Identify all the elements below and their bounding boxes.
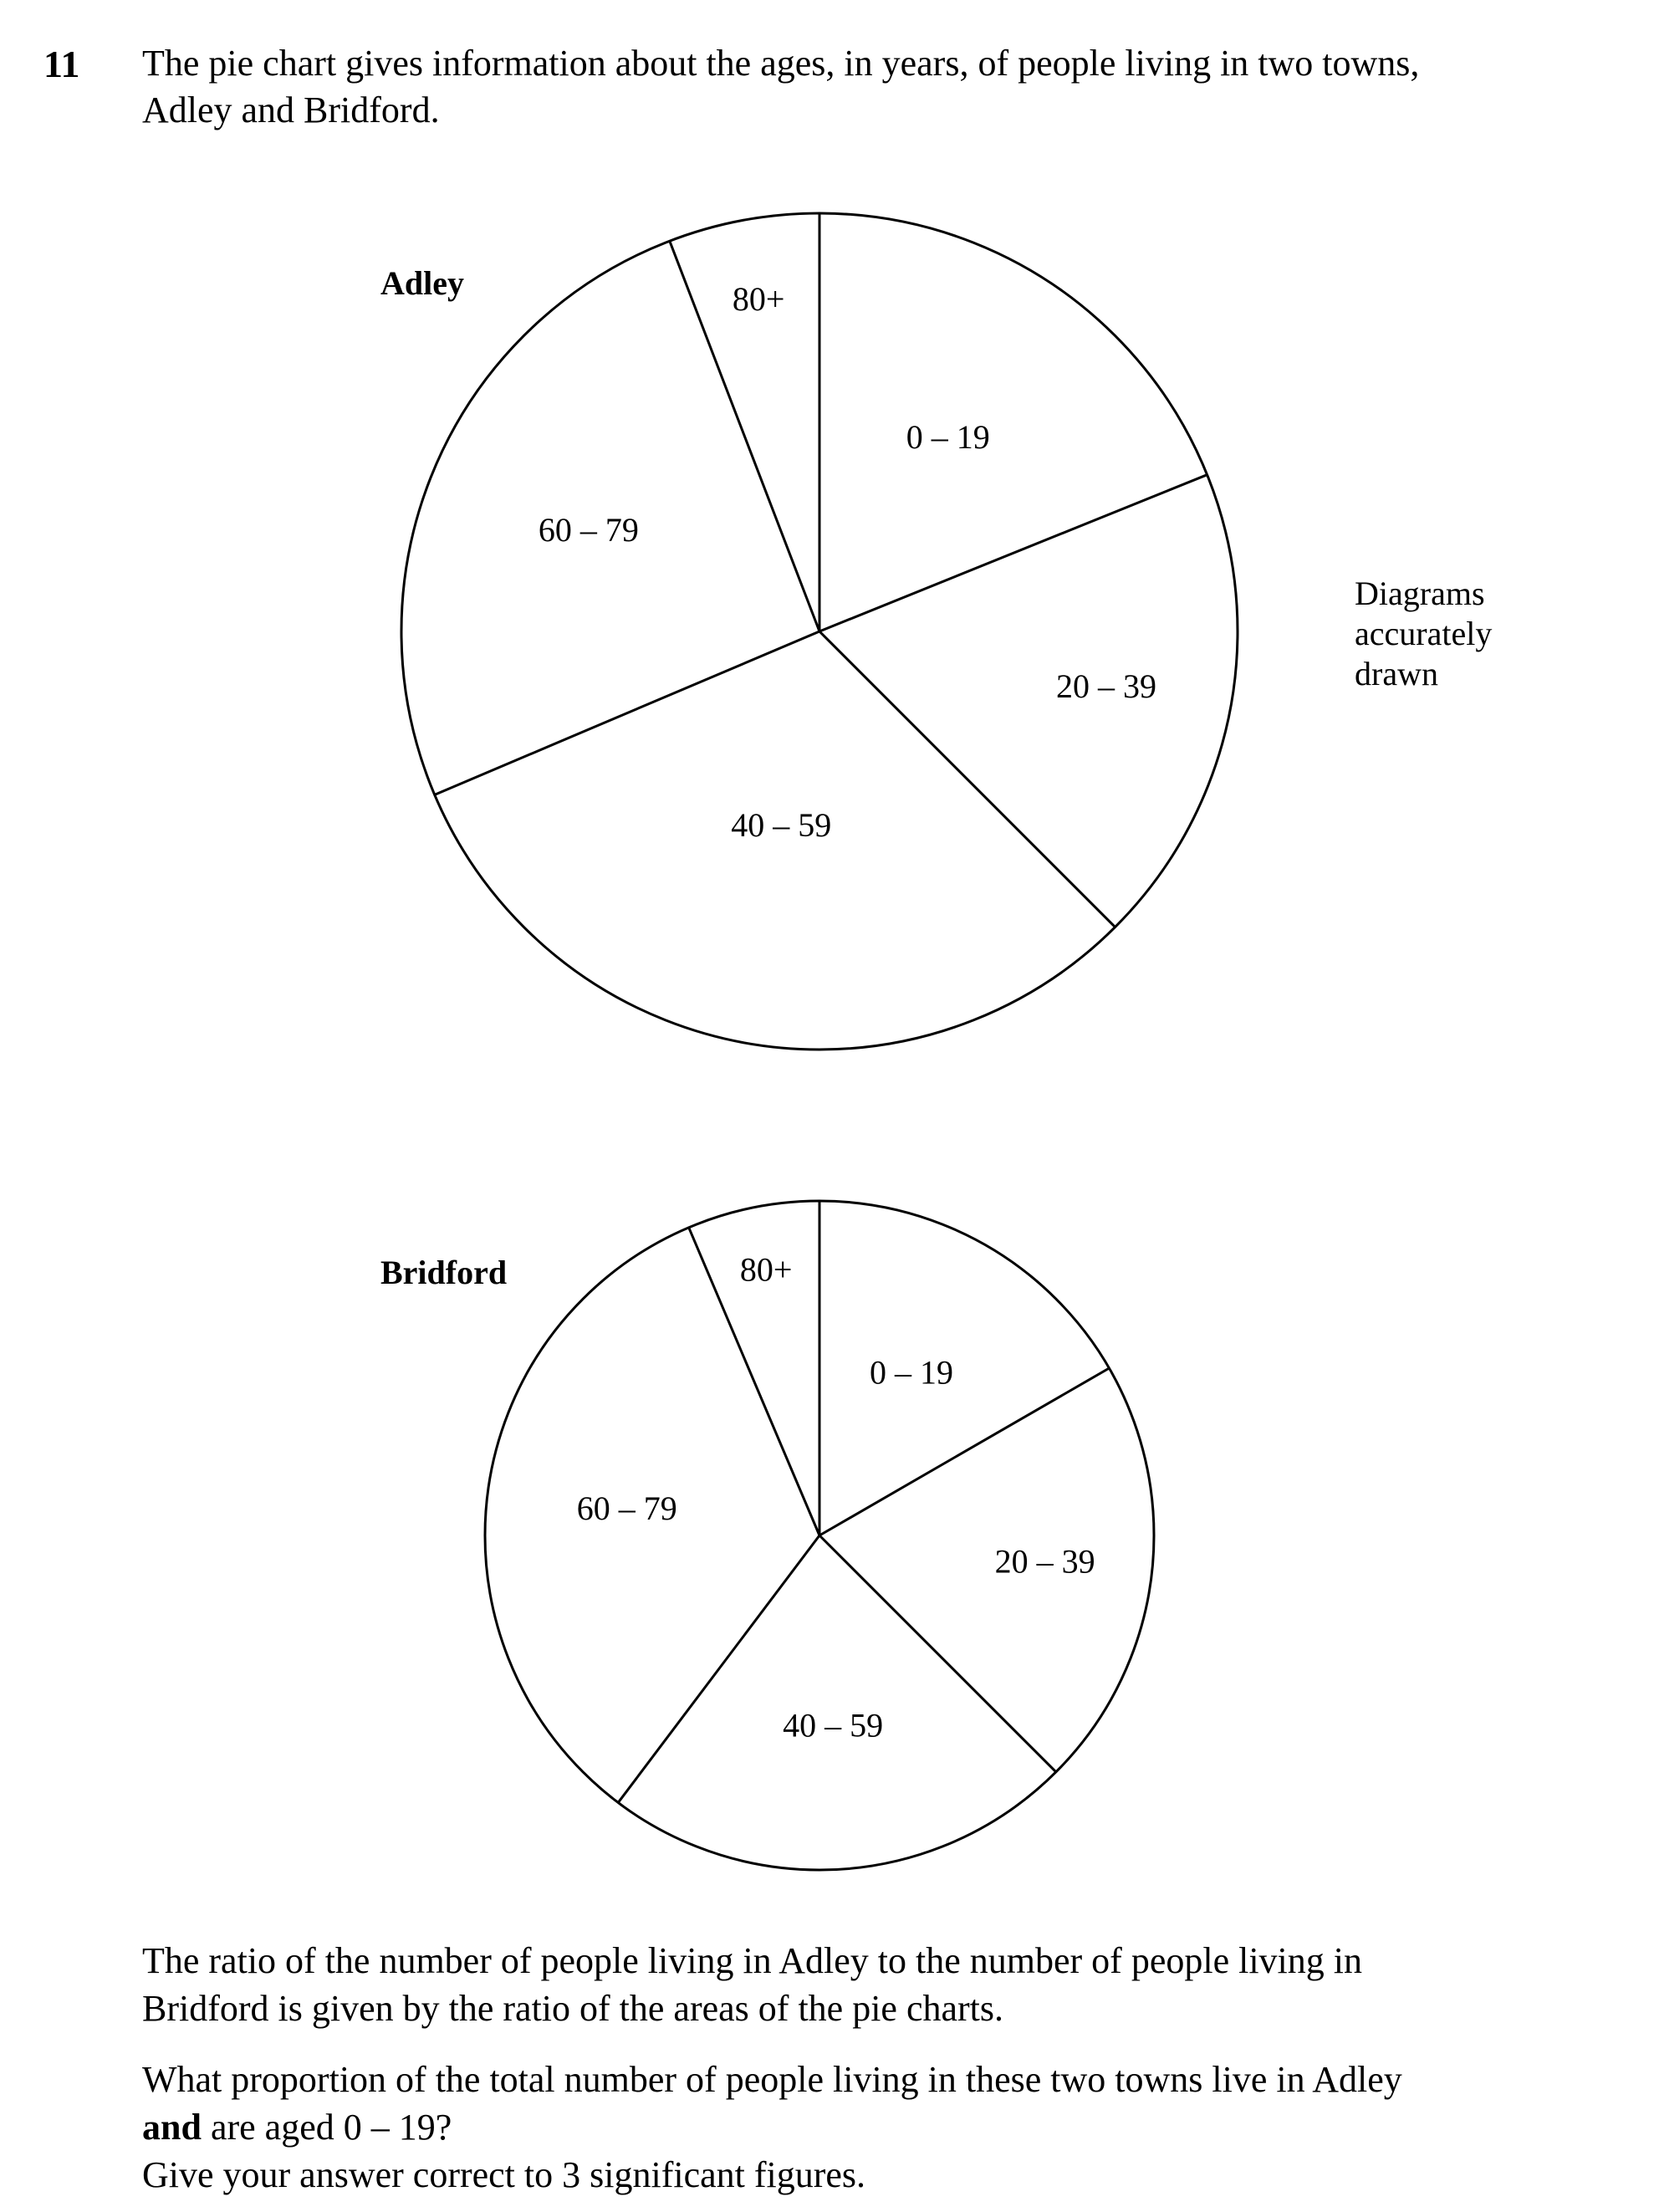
note-line-1: Diagrams	[1355, 575, 1485, 612]
question-bold-and: and	[142, 2107, 202, 2148]
adley-slice-4	[435, 631, 819, 794]
bridford-slice-label: 20 – 39	[994, 1542, 1095, 1581]
bridford-slice-label: 60 – 79	[576, 1489, 677, 1527]
bridford-slice-label: 0 – 19	[870, 1353, 953, 1392]
note-line-3: drawn	[1355, 655, 1438, 692]
question-paragraph	[142, 2056, 1631, 2151]
ratio-line-2: Bridford is given by the ratio of the areas of the pie charts.	[142, 1988, 1004, 2029]
bridford-slice-4	[618, 1535, 819, 1802]
adley-chart-title: Adley	[380, 264, 464, 302]
ratio-line-1: The ratio of the number of people living in Adley to the number of people living in	[142, 1940, 1363, 1981]
pie-chart-bridford	[380, 1201, 1154, 1870]
question-line-1: What proportion of the total number of people living in these two towns live in Adley	[142, 2059, 1402, 2100]
note-line-2: accurately	[1355, 615, 1493, 652]
adley-slice-label: 40 – 59	[731, 805, 832, 844]
pie-chart-adley	[380, 213, 1238, 1050]
instruction-paragraph: Give your answer correct to 3 significant figures.	[142, 2154, 866, 2195]
intro-line-1: The pie chart gives information about the ages, in years, of people living in two towns,	[142, 43, 1420, 84]
adley-slice-label: 20 – 39	[1055, 667, 1156, 705]
question-number: 11	[43, 43, 80, 85]
adley-slice-label: 0 – 19	[906, 418, 990, 457]
intro-line-2: Adley and Bridford.	[142, 89, 440, 130]
diagram-note	[1355, 574, 1492, 694]
adley-slice-label: 80+	[732, 279, 785, 318]
bridford-slice-label: 40 – 59	[783, 1706, 884, 1745]
adley-slice-label: 60 – 79	[538, 510, 639, 549]
bridford-slice-2	[819, 1368, 1109, 1535]
bridford-slice-label: 80+	[739, 1250, 793, 1289]
bridford-chart-title: Bridford	[380, 1254, 508, 1291]
question-line-2: are aged 0 – 19?	[201, 2107, 452, 2148]
adley-slice-2	[819, 475, 1207, 631]
ratio-paragraph	[142, 1937, 1631, 2032]
